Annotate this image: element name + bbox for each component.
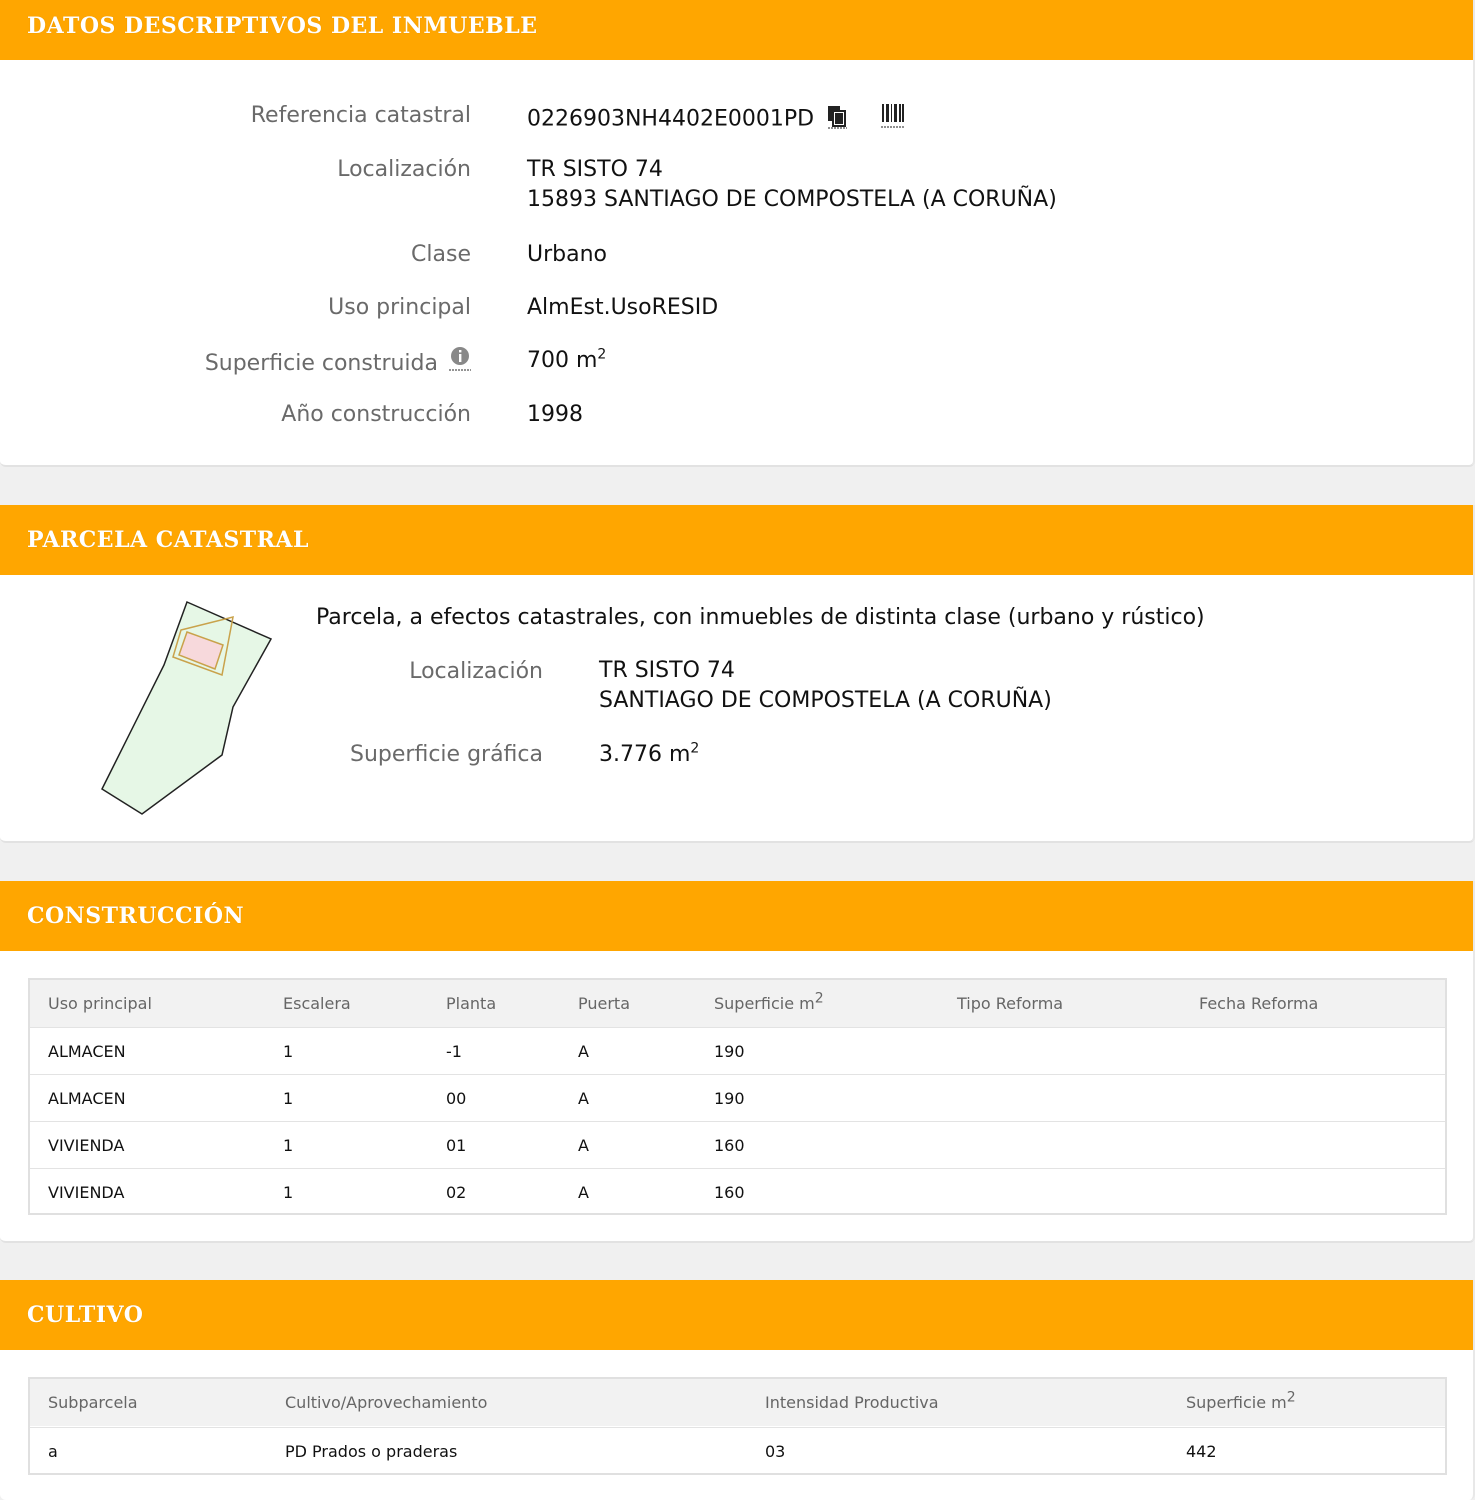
label-clase: Clase	[411, 242, 471, 267]
table-row	[30, 1121, 1445, 1168]
cultivo-table	[28, 1377, 1447, 1475]
cell-planta: 02	[446, 1183, 467, 1202]
cell-planta: 00	[446, 1089, 467, 1108]
superficie-label-row	[205, 348, 471, 380]
construccion-table	[28, 978, 1447, 1215]
cell-superficie: 442	[1186, 1442, 1217, 1461]
table-row	[30, 1168, 1445, 1215]
panel-datos-inmueble	[0, 0, 1475, 467]
table-header-row	[30, 1379, 1445, 1426]
col-superficie-label: Superficie m	[1186, 1393, 1287, 1412]
referencia-value: 0226903NH4402E0001PD	[527, 106, 815, 132]
localizacion-line1: TR SISTO 74	[527, 157, 663, 182]
cell-superficie: 160	[714, 1136, 745, 1155]
superficie-grafica-exponent: 2	[690, 740, 700, 757]
cell-intensidad: 03	[765, 1442, 786, 1461]
cell-uso: VIVIENDA	[48, 1183, 125, 1202]
panel-header: CONSTRUCCIÓN	[0, 881, 1473, 951]
cell-escalera: 1	[283, 1042, 294, 1061]
parcela-localizacion-line1: TR SISTO 74	[599, 658, 735, 683]
referencia-row	[527, 101, 906, 138]
cell-uso: ALMACEN	[48, 1089, 126, 1108]
uso-principal-value: AlmEst.UsoRESID	[527, 295, 719, 320]
cell-puerta: A	[578, 1089, 589, 1108]
clase-value: Urbano	[527, 242, 607, 267]
table-header-row	[30, 980, 1445, 1027]
anio-construccion-value: 1998	[527, 402, 583, 427]
panel-header: DATOS DESCRIPTIVOS DEL INMUEBLE	[0, 0, 1473, 60]
cell-escalera: 1	[283, 1136, 294, 1155]
superficie-grafica-row	[599, 740, 699, 770]
col-superficie	[1186, 1379, 1296, 1426]
col-cultivo: Cultivo/Aprovechamiento	[285, 1393, 488, 1412]
copy-icon[interactable]	[825, 101, 849, 138]
label-superficie-grafica: Superficie gráfica	[350, 742, 543, 767]
panel-parcela-catastral	[0, 505, 1475, 843]
superficie-unit-exponent: 2	[597, 346, 607, 363]
cell-escalera: 1	[283, 1089, 294, 1108]
parcel-map[interactable]	[95, 597, 280, 817]
cell-puerta: A	[578, 1042, 589, 1061]
cell-cultivo: PD Prados o praderas	[285, 1442, 458, 1461]
table-row	[30, 1074, 1445, 1121]
parcela-description: Parcela, a efectos catastrales, con inmuebles de distinta clase (urbano y rústico)	[316, 605, 1205, 630]
col-escalera: Escalera	[283, 994, 351, 1013]
cell-puerta: A	[578, 1136, 589, 1155]
cell-planta: -1	[446, 1042, 462, 1061]
superficie-construida-row	[527, 346, 606, 376]
panel-header: CULTIVO	[0, 1280, 1473, 1350]
col-planta: Planta	[446, 994, 497, 1013]
col-superficie-label: Superficie m	[714, 994, 815, 1013]
localizacion-line2: 15893 SANTIAGO DE COMPOSTELA (A CORUÑA)	[527, 187, 1057, 212]
cell-superficie: 190	[714, 1089, 745, 1108]
col-uso-principal: Uso principal	[48, 994, 152, 1013]
col-superficie-exp: 2	[1286, 1389, 1296, 1406]
cell-uso: VIVIENDA	[48, 1136, 125, 1155]
info-icon[interactable]	[449, 346, 471, 378]
cell-superficie: 190	[714, 1042, 745, 1061]
label-referencia: Referencia catastral	[250, 103, 471, 128]
col-intensidad: Intensidad Productiva	[765, 1393, 939, 1412]
cell-subparcela: a	[48, 1442, 58, 1461]
col-superficie-exp: 2	[814, 990, 824, 1007]
superficie-grafica-value: 3.776 m	[599, 742, 691, 767]
cell-escalera: 1	[283, 1183, 294, 1202]
barcode-icon[interactable]	[880, 101, 906, 138]
label-localizacion: Localización	[409, 659, 543, 684]
col-fecha-reforma: Fecha Reforma	[1199, 994, 1319, 1013]
col-subparcela: Subparcela	[48, 1393, 138, 1412]
parcela-localizacion-line2: SANTIAGO DE COMPOSTELA (A CORUÑA)	[599, 688, 1052, 713]
col-tipo-reforma: Tipo Reforma	[957, 994, 1064, 1013]
panel-construccion	[0, 881, 1475, 1243]
table-row	[30, 1427, 1445, 1474]
table-row	[30, 1027, 1445, 1074]
col-superficie	[714, 980, 824, 1027]
panel-cultivo	[0, 1280, 1475, 1500]
cell-superficie: 160	[714, 1183, 745, 1202]
label-uso-principal: Uso principal	[328, 295, 471, 320]
panel-header: PARCELA CATASTRAL	[0, 505, 1473, 575]
superficie-construida-value: 700 m	[527, 348, 598, 373]
cell-uso: ALMACEN	[48, 1042, 126, 1061]
label-superficie-construida: Superficie construida	[204, 351, 438, 376]
label-localizacion: Localización	[337, 157, 471, 182]
label-anio-construccion: Año construcción	[281, 402, 471, 427]
cell-planta: 01	[446, 1136, 467, 1155]
cell-puerta: A	[578, 1183, 589, 1202]
col-puerta: Puerta	[578, 994, 631, 1013]
